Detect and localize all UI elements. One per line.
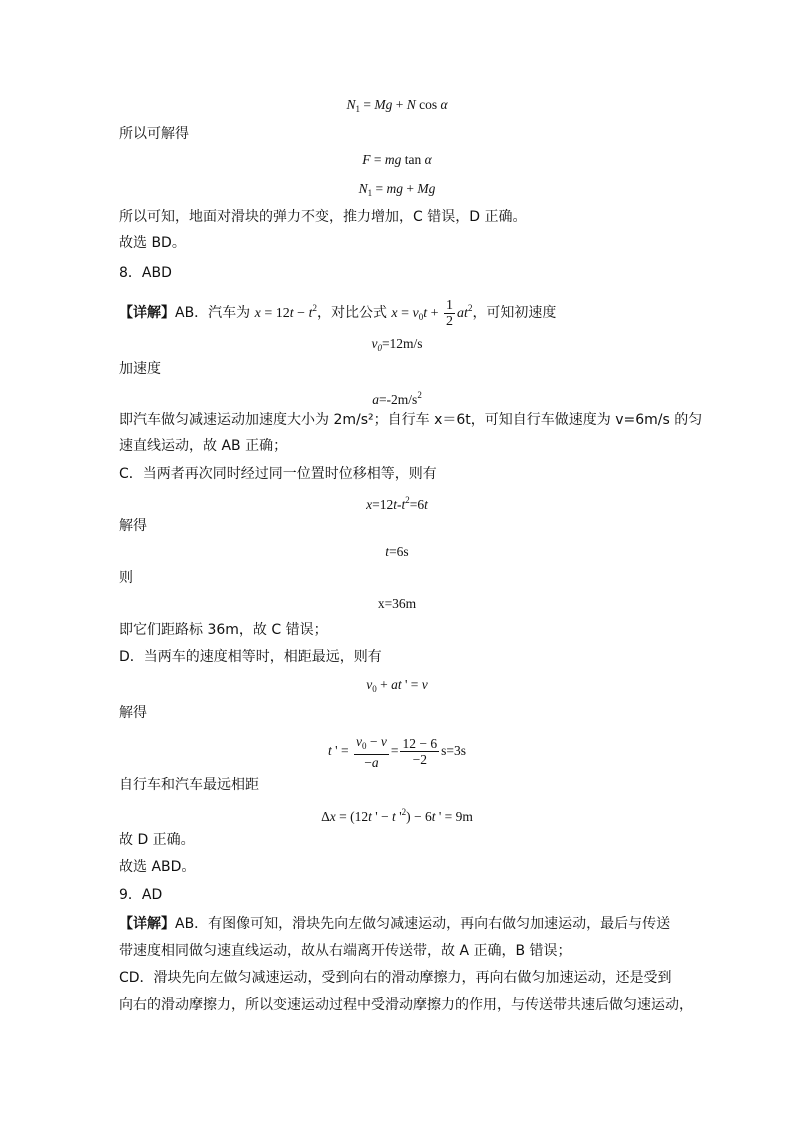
text-line: 故选 ABD。: [119, 859, 196, 875]
equation-push-force: F = mg tan α: [362, 152, 432, 167]
equation-acceleration: $a=-2m/s^2$: [372, 390, 422, 407]
text-line: 解得: [119, 518, 147, 534]
text-line: D．当两车的速度相等时，相距最远，则有: [119, 649, 382, 665]
text-line: 所以可解得: [119, 126, 189, 142]
text-line: 解得: [119, 705, 147, 721]
text-line: 加速度: [119, 361, 161, 377]
text-line: 所以可知，地面对滑块的弹力不变，推力增加，C 错误，D 正确。: [119, 209, 527, 225]
detail-line-8: 【详解】AB．汽车为 $x = 12t - t^2$，对比公式 $x = v_0t$ + $\frac{1}{2}$ $at^2$，可知初速度: [119, 298, 557, 330]
text-line: 故 D 正确。: [119, 832, 195, 848]
equation-time: t=6s: [385, 544, 409, 559]
text-line: C．当两者再次同时经过同一位置时位移相等，则有: [119, 466, 437, 482]
equation-equal-velocity: $v_0$ + at ' = v: [366, 677, 428, 694]
equation-car-position: $x = 12t - t^2$: [254, 303, 317, 321]
text-line: 则: [119, 570, 133, 586]
text-line: 带速度相同做匀速直线运动，故从右端离开传送带，故 A 正确，B 错误；: [119, 943, 572, 959]
text-line: 即它们距路标 36m，故 C 错误；: [119, 622, 328, 638]
question-number-8: 8．ABD: [119, 265, 172, 281]
detail-tag: 【详解】: [119, 916, 175, 932]
text-line: 自行车和汽车最远相距: [119, 777, 259, 793]
equation-initial-velocity: $v_0=12m/s$: [371, 336, 423, 353]
equation-max-distance: Δx = (12t ' − t '$^2) - 6t$ ' = 9m: [321, 807, 473, 824]
equation-normal-force-1: $N_1 = Mg + N$ cos α: [346, 97, 448, 114]
question-number-9: 9．AD: [119, 887, 163, 903]
text-line: 即汽车做匀减速运动加速度大小为 2m/s²；自行车 x＝6t，可知自行车做速度为 v=6m/s 的匀: [119, 412, 703, 428]
equation-distance: x=36m: [377, 596, 417, 611]
equation-normal-force-2: $N_1$ = mg + Mg: [358, 181, 436, 198]
text-line: 向右的滑动摩擦力，所以变速运动过程中受滑动摩擦力的作用，与传送带共速后做匀速运动，: [119, 997, 693, 1013]
equation-kinematic-formula: $x = v_0t$ + $\frac{1}{2}$ $at^2$: [391, 298, 473, 330]
detail-line-9: 【详解】AB．有图像可知，滑块先向左做匀减速运动，再向右做匀加速运动，最后与传送: [119, 916, 671, 932]
equation-equal-displacement: $x=12t-t^2=6t$: [366, 495, 428, 512]
equation-meeting-time: t ' = $\frac{v_0 - v}{-a}$ = $\frac{12 - 6}{-2}$ s=3s: [328, 733, 466, 770]
text-line: CD．滑块先向左做匀减速运动，受到向右的滑动摩擦力，再向右做匀加速运动，还是受到: [119, 970, 672, 986]
detail-tag: 【详解】: [119, 305, 175, 321]
text-line: 速直线运动，故 AB 正确；: [119, 438, 288, 454]
text-line: 故选 BD。: [119, 235, 186, 251]
